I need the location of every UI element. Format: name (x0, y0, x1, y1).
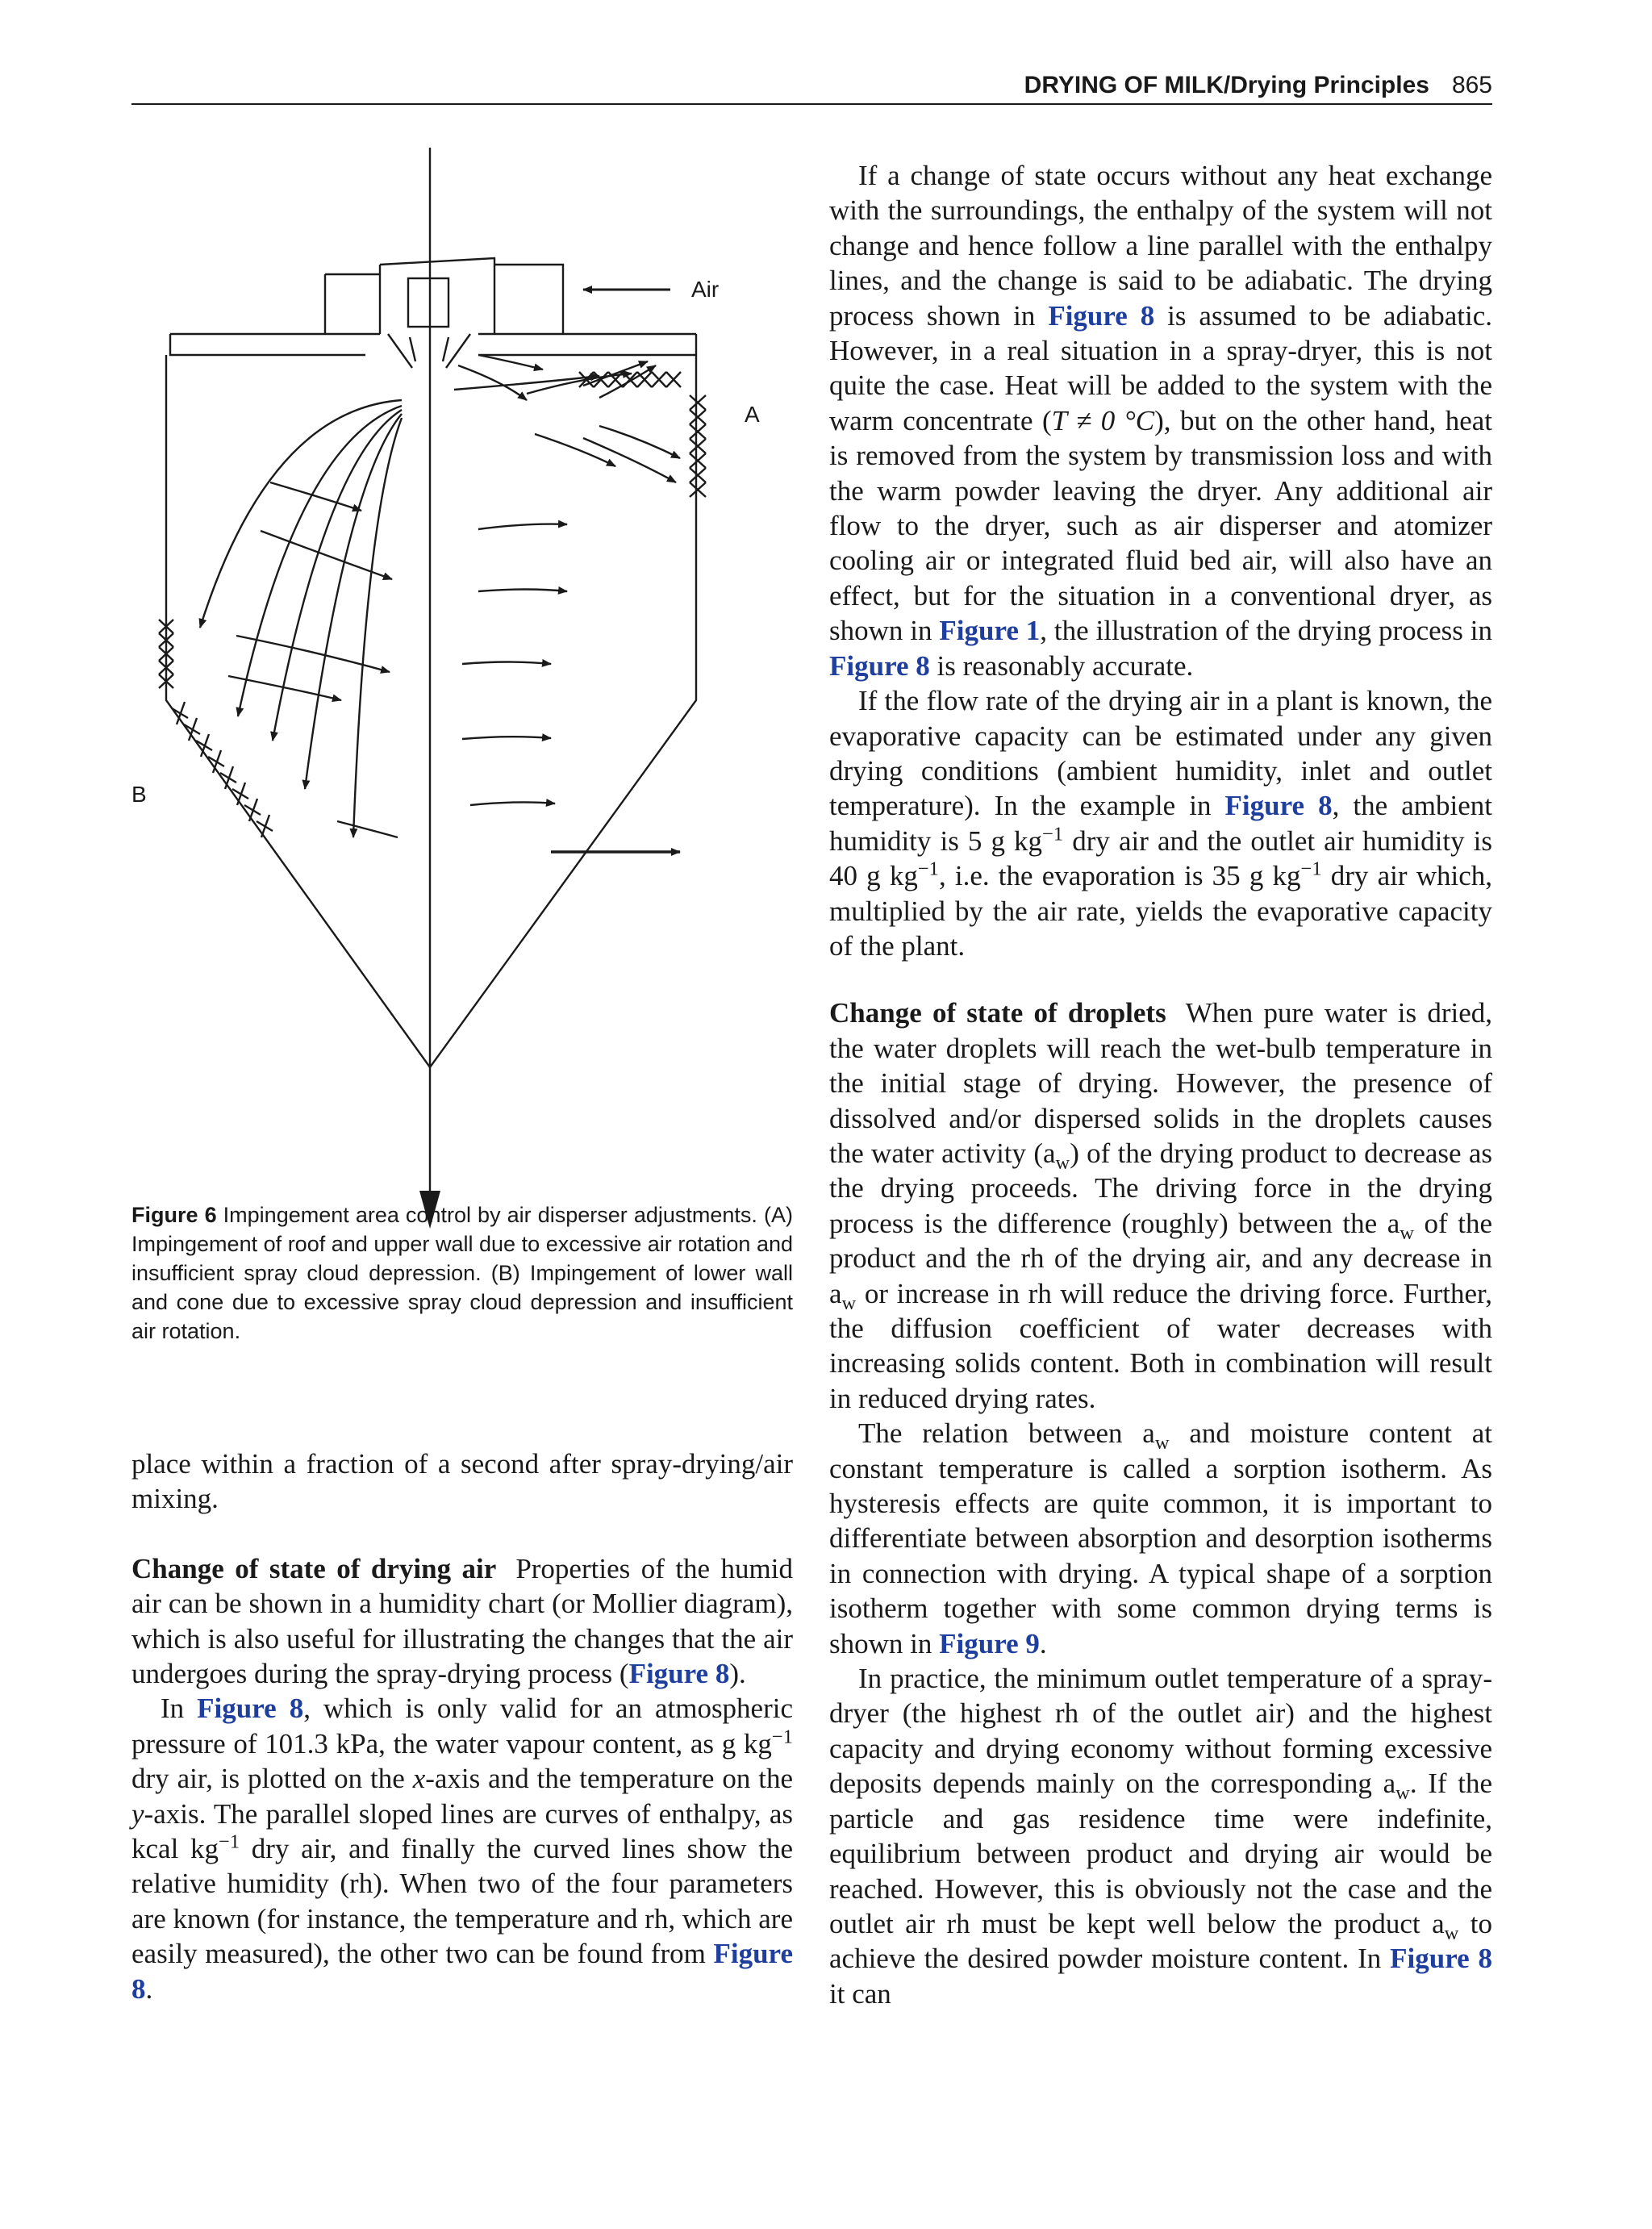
impingement-wall-A (690, 395, 706, 497)
figure-caption (131, 1200, 793, 1346)
page-number: 865 (1451, 72, 1492, 98)
label-air: Air (691, 277, 720, 302)
caption-label: Figure 6 (131, 1203, 217, 1227)
figure-link[interactable]: Figure 8 (829, 649, 930, 682)
paragraph: If a change of state occurs without any heat exchange with the surroundings, the enthalpy of the system will not change and hence follow a line parallel with the enthalpy lines, and the change is said to be adiabatic. The drying process shown in Figure 8 is assumed to be adiabatic. However, in a real situation in a spray-dryer, this is not quite the case. Heat will be added to the system with the warm concentrate (T ≠ 0 °C), but on the other hand, heat is removed from the system by transmission loss and with the warm powder leaving the dryer. Any additional air flow to the dryer, such as air disperser and atomizer cooling air or integrated fluid bed air, will also have an effect, but for the situation in a conventional dryer, as shown in Figure 1, the illustration of the drying process in Figure 8 is reasonably accurate. (829, 160, 1493, 682)
impingement-lower-B (159, 620, 273, 837)
figure-6-spray-dryer-diagram (131, 144, 793, 1370)
caption-text: Impingement area control by air disperser adjustments. (A) Impingement of roof and upper wall due to excessive air rotation and insufficient spray cloud depression. (B) Impingement of lower wall and cone due to excessive spray cloud depression and insufficient air rotation. (131, 1203, 793, 1343)
atomizer-wheel (408, 278, 448, 327)
paragraph-droplets: Change of state of droplets When pure water is dried, the water droplets will reach the wet-bulb temperature in the initial stage of drying. However, the presence of dissolved and/or dispersed solids in the droplets causes the water activity $(a_w)$ of the drying product to decrease as the drying proceeds. The driving force in the drying process is the difference (roughly) between the $a_w$ of the product and the rh of the drying air, and any decrease in $a_w$ or increase in rh will reduce the driving force. Further, the diffusion coefficient of water decreases with increasing solids content. Both in combination will result in reduced drying rates. (829, 997, 1493, 1414)
figure-link[interactable]: Figure 8 (1390, 1943, 1492, 1975)
right-column (829, 158, 1492, 2011)
running-title: DRYING OF MILK/Drying Principles (1024, 72, 1429, 98)
paragraph: The relation between $a_w$ and moisture content at constant temperature is called a sorption isotherm. As hysteresis effects are quite common, it is important to differentiate between absorption and desorption isotherms in connection with drying. A typical shape of a sorption isotherm together with some common drying terms is shown in Figure 9. (829, 1417, 1492, 1659)
figure-link[interactable]: Figure 1 (939, 615, 1041, 647)
figure-link[interactable]: Figure 8 (1224, 790, 1333, 822)
figure-link[interactable]: Figure 8 (131, 1938, 793, 2005)
paragraph: If the flow rate of the drying air in a plant is known, the evaporative capacity can be estimated under any given drying conditions (ambient humidity, inlet and outlet temperature). In the example in Figure 8, the ambient humidity is 5 g $kg^{-1}$ dry air and the outlet air humidity is 40 g $kg^{-1}$, i.e. the evaporation is 35 g $kg^{-1}$ dry air which, multiplied by the air rate, yields the evaporative capacity of the plant. (829, 685, 1492, 962)
header-rule (131, 103, 1492, 105)
paragraph-drying-air: Change of state of drying air Properties of the humid air can be shown in a humidity chart (or Mollier diagram), which is also useful for illustrating the changes that the air undergoes during the spray-drying process (Figure 8). (131, 1552, 793, 1690)
paragraph: place within a fraction of a second after spray-drying/air mixing. (131, 1448, 793, 1515)
subheading: Change of state of drying air (131, 1552, 497, 1584)
figure-link[interactable]: Figure 8 (628, 1658, 730, 1690)
paragraph: In Figure 8, which is only valid for an atmospheric pressure of 101.3 kPa, the water vapour content, as g $kg^{-1}$ dry air, is plotted on the x-axis and the temperature on the y-axis. The parallel sloped lines are curves of enthalpy, as kcal $kg^{-1}$ dry air, and finally the curved lines show the relative humidity (rh). When two of the four parameters are known (for instance, the temperature and rh, which are easily measured), the other two can be found from Figure 8. (131, 1693, 794, 2005)
figure-link[interactable]: Figure 8 (197, 1693, 304, 1725)
dryer-schematic (131, 144, 793, 1370)
vessel-wall (166, 334, 696, 1067)
figure-link[interactable]: Figure 8 (1048, 299, 1155, 332)
air-flow-arrows (228, 355, 680, 837)
subheading: Change of state of droplets (829, 997, 1166, 1029)
air-disperser-housing (325, 258, 563, 334)
figure-link[interactable]: Figure 9 (939, 1627, 1040, 1659)
roof-left (170, 334, 380, 355)
roof-right (478, 334, 696, 355)
paragraph: In practice, the minimum outlet temperature of a spray-dryer (the highest rh of the outlet air) and the highest capacity and drying economy without forming excessive deposits depends mainly on the corresponding $a_w$. If the particle and gas residence time were indefinite, equilibrium between product and drying air would be reached. However, this is obviously not the case and the outlet air rh must be kept well below the product $a_w$ to achieve the desired powder moisture content. In Figure 8 it can (829, 1663, 1492, 2010)
running-header (131, 69, 1492, 102)
label-b: B (131, 782, 147, 807)
label-a: A (745, 402, 760, 427)
left-column (131, 1446, 793, 2006)
